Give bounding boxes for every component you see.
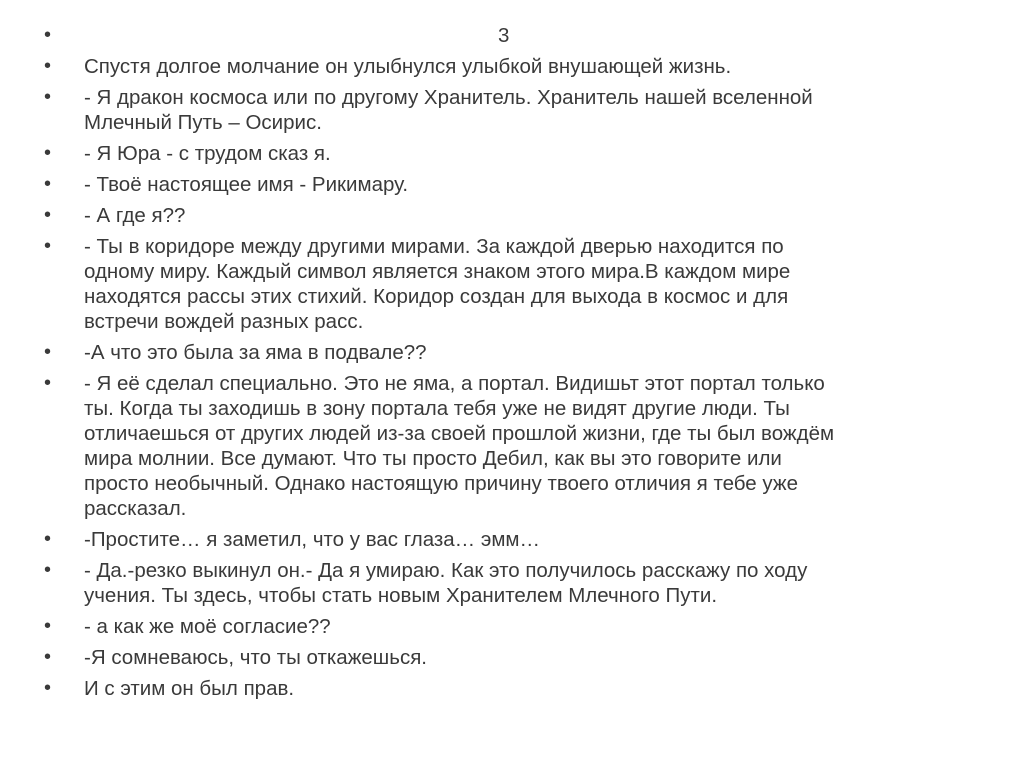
bullet-icon: •	[44, 173, 52, 195]
bullet-icon: •	[44, 341, 52, 363]
bullet-list	[44, 23, 984, 707]
list-item-text: - Я дракон космоса или по другому Хранитель. Хранитель нашей вселенной Млечный Путь – Осирис.	[84, 86, 813, 134]
list-item-text: - Я Юра - с трудом сказ я.	[84, 142, 331, 165]
bullet-icon: •	[44, 646, 52, 668]
list-item	[44, 85, 984, 135]
list-item	[44, 371, 984, 521]
bullet-icon: •	[44, 677, 52, 699]
list-item	[44, 558, 984, 608]
list-item	[44, 340, 984, 365]
bullet-icon: •	[44, 528, 52, 550]
page-number: 3	[498, 24, 510, 47]
bullet-icon: •	[44, 86, 52, 108]
list-item-text: И с этим он был прав.	[84, 677, 295, 700]
bullet-icon: •	[44, 372, 52, 394]
list-item	[44, 676, 984, 701]
list-item-text: - А где я??	[84, 204, 186, 227]
bullet-icon: •	[44, 615, 52, 637]
list-item	[44, 645, 984, 670]
bullet-icon: •	[44, 24, 52, 46]
list-item	[44, 527, 984, 552]
bullet-icon: •	[44, 204, 52, 226]
list-item	[44, 54, 984, 79]
list-item	[44, 23, 984, 48]
list-item-text: - Да.-резко выкинул он.- Да я умираю. Как это получилось расскажу по ходу учения. Ты здесь, чтобы стать новым Хранителем Млечного Пути.	[84, 559, 808, 607]
list-item	[44, 172, 984, 197]
list-item-text: - Ты в коридоре между другими мирами. За каждой дверью находится по одному миру. Каждый символ является знаком этого мира.В каждом мире находятся рассы этих стихий. Коридор создан для выхода в космос и для встречи вождей разных расс.	[84, 235, 791, 333]
list-item-text: -А что это была за яма в подвале??	[84, 341, 427, 364]
list-item-text: Спустя долгое молчание он улыбнулся улыбкой внушающей жизнь.	[84, 55, 732, 78]
bullet-icon: •	[44, 235, 52, 257]
list-item	[44, 141, 984, 166]
list-item	[44, 203, 984, 228]
list-item-text: - а как же моё согласие??	[84, 615, 331, 638]
list-item	[44, 234, 984, 334]
bullet-icon: •	[44, 559, 52, 581]
list-item-text: - Я её сделал специально. Это не яма, а портал. Видишьт этот портал только ты. Когда ты заходишь в зону портала тебя уже не видят другие люди. Ты отличаешься от других людей из-за своей прошлой жизни, где ты был вождём мира молнии. Все думают. Что ты просто Дебил, как вы это говорите или просто необычный. Однако настоящую причину твоего отличия я тебе уже рассказал.	[84, 372, 835, 520]
bullet-icon: •	[44, 142, 52, 164]
bullet-icon: •	[44, 55, 52, 77]
list-item	[44, 614, 984, 639]
list-item-text: -Я сомневаюсь, что ты откажешься.	[84, 646, 427, 669]
list-item-text: -Простите… я заметил, что у вас глаза… эмм…	[84, 528, 541, 551]
list-item-text: - Твоё настоящее имя - Рикимару.	[84, 173, 409, 196]
